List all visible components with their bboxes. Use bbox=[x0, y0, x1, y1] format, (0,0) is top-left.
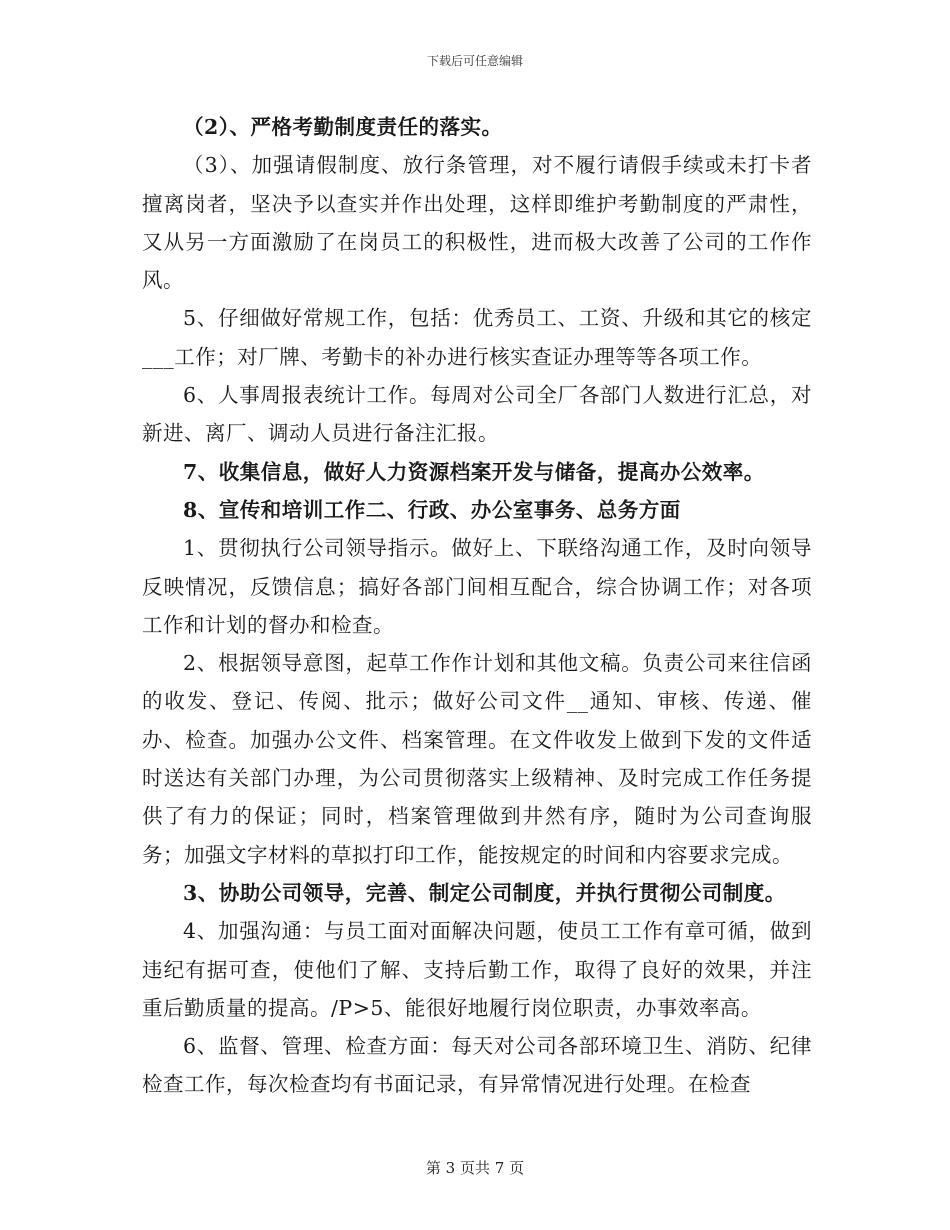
paragraph: 5、仔细做好常规工作，包括：优秀员工、工资、升级和其它的核定___工作；对厂牌、考勤卡的补办进行核实查证办理等等各项工作。 bbox=[142, 306, 812, 369]
paragraph: 6、监督、管理、检查方面：每天对公司各部环境卫生、消防、纪律检查工作，每次检查均有书面记录，有异常情况进行处理。在检查 bbox=[142, 1034, 812, 1097]
paragraph: 8、宣传和培训工作二、行政、办公室事务、总务方面 bbox=[183, 497, 681, 522]
paragraph: 1、贯彻执行公司领导指示。做好上、下联络沟通工作，及时向领导反映情况，反馈信息；搞好各部门间相互配合，综合协调工作；对各项工作和计划的督办和检查。 bbox=[142, 536, 812, 637]
paragraph: （2）、严格考勤制度责任的落实。 bbox=[183, 115, 503, 139]
paragraph: 4、加强沟通：与员工面对面解决问题，使员工工作有章可循，做到违纪有据可查，使他们了解、支持后勤工作，取得了良好的效果，并注重后勤质量的提高。/P>5、能很好地履行岗位职责，办事效率高。 bbox=[142, 919, 812, 1020]
paragraph: 3、协助公司领导，完善、制定公司制度，并执行贯彻公司制度。 bbox=[183, 880, 786, 905]
paragraph: 7、收集信息，做好人力资源档案开发与储备，提高办公效率。 bbox=[183, 459, 765, 484]
paragraph: 2、根据领导意图，起草工作作计划和其他文稿。负责公司来往信函的收发、登记、传阅、批示；做好公司文件__通知、审核、传递、催办、检查。加强办公文件、档案管理。在文件收发上做到下发的文件适时送达有关部门办理，为公司贯彻落实上级精神、及时完成工作任务提供了有力的保证；同时，档案管理做到井然有序，随时为公司查询服务；加强文字材料的草拟打印工作，能按规定的时间和内容要求完成。 bbox=[142, 651, 812, 867]
document-body bbox=[142, 108, 812, 1104]
paragraph: 6、人事周报表统计工作。每周对公司全厂各部门人数进行汇总，对新进、离厂、调动人员进行备注汇报。 bbox=[142, 383, 812, 446]
page-footer: 第 3 页共 7 页 bbox=[425, 1159, 525, 1177]
page-header: 下载后可任意编辑 bbox=[426, 54, 523, 68]
paragraph: （3）、加强请假制度、放行条管理，对不履行请假手续或未打卡者擅离岗者，坚决予以查实并作出处理，这样即维护考勤制度的严肃性，又从另一方面激励了在岗员工的积极性，进而极大改善了公司的工作作风。 bbox=[142, 153, 812, 293]
